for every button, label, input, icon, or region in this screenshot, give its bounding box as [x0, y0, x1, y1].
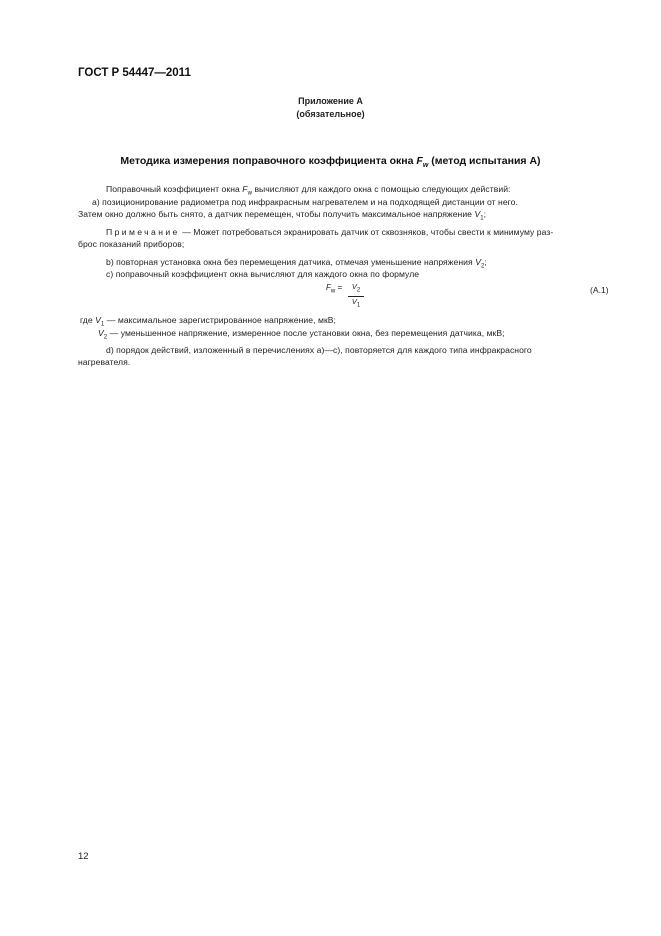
v1-definition: — максимальное зарегистрированное напряжение, мкВ; [104, 315, 336, 325]
intro-text-pre: Поправочный коэффициент окна [106, 184, 240, 194]
v2-sub: 2 [103, 334, 108, 341]
item-b-variable-sub: 2 [480, 263, 485, 270]
v2-variable: V [98, 328, 104, 338]
formula-fraction [348, 282, 364, 310]
item-d-line1: d) порядок действий, изложенный в перечислениях а)—с), повторяется для каждого типа инфракрасного [106, 345, 532, 355]
item-c: c) поправочный коэффициент окна вычисляют для каждого окна по формуле [106, 269, 420, 279]
v1-sub: 1 [100, 321, 105, 328]
item-d-line2: нагревателя. [78, 357, 131, 367]
intro-variable-sub: w [247, 190, 252, 197]
page-number: 12 [78, 851, 89, 862]
v1-variable: V [95, 315, 101, 325]
appendix-status: (обязательное) [296, 109, 365, 119]
appendix-title: Приложение А [298, 96, 363, 106]
standard-designation: ГОСТ Р 54447—2011 [78, 67, 191, 79]
item-b-end: ; [484, 257, 487, 267]
item-b-variable: V [475, 257, 481, 267]
formula-equals: = [337, 283, 343, 292]
item-a-end: ; [483, 209, 487, 219]
heading-text-pre: Методика измерения поправочного коэффициента окна [120, 155, 414, 167]
formula-lhs [326, 283, 342, 295]
heading-variable: F [416, 155, 423, 167]
intro-text-post: вычисляют для каждого окна с помощью следующих действий: [254, 184, 511, 194]
numerator-variable: V [351, 282, 357, 291]
equation-number: (А.1) [590, 285, 609, 295]
definition-v2 [98, 327, 505, 344]
heading-variable-sub: w [422, 162, 429, 170]
formula-lhs-variable: F [326, 283, 331, 292]
heading-text-post: (метод испытания А) [431, 155, 541, 167]
formula-denominator [348, 297, 364, 311]
note-line1 [106, 226, 553, 238]
item-b-text: b) повторная установка окна без перемещения датчика, отмечая уменьшение напряжения [106, 257, 473, 267]
formula-numerator [348, 282, 364, 297]
note-text: — Может потребоваться экранировать датчик от сквозняков, чтобы свести к минимуму раз- [179, 227, 554, 237]
denominator-sub: 1 [356, 302, 361, 308]
item-a-text: Затем окно должно быть снято, а датчик перемещен, чтобы получить максимальное напряжение [78, 209, 473, 219]
numerator-sub: 2 [356, 287, 361, 294]
item-a-line1: а) позиционирование радиометра под инфракрасным нагревателем и на подходящей дистанции от него. [92, 197, 518, 207]
denominator-variable: V [351, 296, 357, 306]
where-label: где [80, 315, 93, 325]
section-heading [0, 155, 661, 169]
intro-variable: F [242, 184, 248, 194]
note-line2: брос показаний приборов; [78, 239, 185, 249]
note-label: Примечание [106, 227, 180, 237]
item-a-line2 [78, 208, 486, 225]
formula-lhs-sub: w [330, 288, 336, 295]
item-a-variable-sub: 1 [480, 215, 484, 222]
item-a-variable: V [474, 209, 481, 219]
v2-definition: — уменьшенное напряжение, измеренное после установки окна, без перемещения датчика, мкВ; [107, 328, 505, 338]
